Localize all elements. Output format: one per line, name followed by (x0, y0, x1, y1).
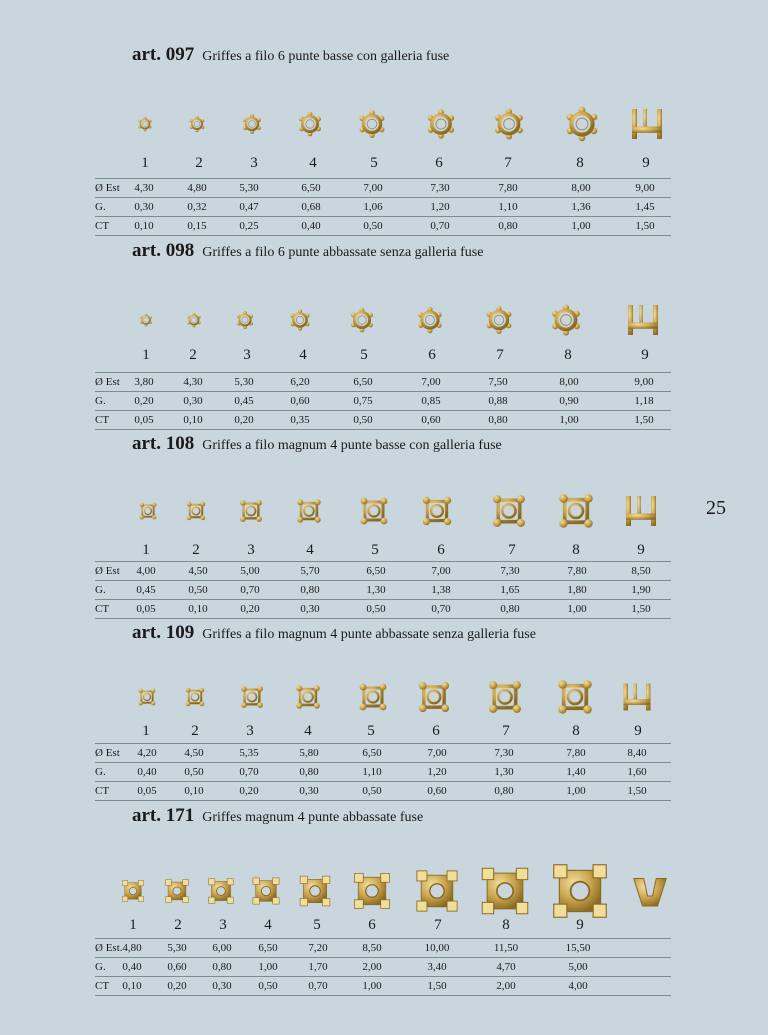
size-numbers (0, 347, 768, 363)
article-code: art. 109 (132, 622, 195, 643)
cell-value: 7,30 (494, 747, 514, 759)
size-number: 7 (496, 347, 504, 363)
cell-value: 0,05 (134, 414, 154, 426)
row-label: G. (95, 766, 106, 778)
size-number: 1 (142, 723, 150, 739)
cell-value: 7,00 (421, 376, 441, 388)
size-number: 1 (141, 155, 149, 171)
size-number: 9 (637, 542, 645, 558)
row-label: Ø Est (95, 565, 120, 577)
row-label: Ø Est (95, 747, 120, 759)
size-number: 3 (219, 917, 227, 933)
four-prong-setting-icon (239, 684, 265, 710)
cell-value: 0,47 (239, 201, 259, 213)
cell-value: 0,70 (431, 603, 451, 615)
cell-value: 1,50 (427, 980, 447, 992)
size-number: 9 (634, 723, 642, 739)
four-prong-setting-icon (486, 678, 524, 716)
cell-value: 4,00 (568, 980, 588, 992)
four-prong-setting-icon (238, 498, 264, 524)
four-prong-setting-icon (184, 686, 206, 708)
cell-value: 0,30 (212, 980, 232, 992)
size-number: 1 (142, 542, 150, 558)
section-title (132, 433, 502, 455)
cell-value: 0,32 (187, 201, 207, 213)
row-label: CT (95, 980, 110, 992)
spec-row (95, 561, 671, 581)
cell-value: 0,45 (234, 395, 254, 407)
six-prong-setting-icon (287, 307, 313, 333)
size-number: 4 (309, 155, 317, 171)
cell-value: 6,50 (366, 565, 386, 577)
cell-value: 5,30 (167, 942, 187, 954)
cell-value: 8,00 (559, 376, 579, 388)
size-numbers (0, 542, 768, 558)
cell-value: 1,00 (559, 414, 579, 426)
article-description: Griffes a filo magnum 4 punte abbassate senza galleria fuse (202, 627, 536, 642)
row-label: G. (95, 395, 106, 407)
size-number: 3 (243, 347, 251, 363)
four-prong-setting-icon (138, 501, 158, 521)
cell-value: 0,80 (494, 785, 514, 797)
square-magnum-setting-icon (550, 861, 610, 921)
cell-value: 6,50 (301, 182, 321, 194)
cell-value: 11,50 (493, 942, 519, 954)
square-magnum-setting-icon (352, 871, 392, 911)
size-number: 4 (299, 347, 307, 363)
size-number: 7 (434, 917, 442, 933)
cell-value: 4,80 (122, 942, 142, 954)
size-numbers (0, 723, 768, 739)
cell-value: 7,00 (427, 747, 447, 759)
cell-value: 0,30 (300, 603, 320, 615)
cell-value: 0,50 (188, 584, 208, 596)
cell-value: 0,60 (290, 395, 310, 407)
cell-value: 5,30 (239, 182, 259, 194)
cell-value: 0,40 (301, 220, 321, 232)
cell-value: 1,65 (500, 584, 520, 596)
square-magnum-setting-icon (164, 878, 190, 904)
cell-value: 4,50 (188, 565, 208, 577)
size-number: 4 (306, 542, 314, 558)
cell-value: 1,30 (366, 584, 386, 596)
square-magnum-setting-icon (298, 874, 332, 908)
cell-value: 0,80 (488, 414, 508, 426)
cell-value: 1,00 (567, 603, 587, 615)
cell-value: 0,70 (430, 220, 450, 232)
cell-value: 0,20 (167, 980, 187, 992)
cell-value: 0,50 (362, 785, 382, 797)
article-description: Griffes a filo 6 punte basse con galleria fuse (202, 49, 450, 64)
four-prong-setting-icon (294, 683, 322, 711)
six-prong-setting-icon (234, 309, 256, 331)
article-description: Griffes a filo 6 punte abbassate senza galleria fuse (202, 245, 484, 260)
size-number: 2 (192, 542, 200, 558)
cell-value: 5,00 (240, 565, 260, 577)
cell-value: 1,38 (431, 584, 451, 596)
cell-value: 0,25 (239, 220, 259, 232)
size-number: 3 (247, 542, 255, 558)
cell-value: 0,90 (559, 395, 579, 407)
size-numbers (0, 155, 768, 171)
cell-value: 0,70 (240, 584, 260, 596)
size-number: 8 (572, 723, 580, 739)
six-prong-setting-icon (240, 112, 264, 136)
cell-value: 8,50 (631, 565, 651, 577)
cell-value: 5,35 (239, 747, 259, 759)
cell-value: 0,05 (136, 603, 156, 615)
six-prong-setting-icon (295, 109, 325, 139)
row-label: CT (95, 603, 110, 615)
article-description: Griffes a filo magnum 4 punte basse con galleria fuse (202, 438, 502, 453)
cell-value: 0,15 (187, 220, 207, 232)
cell-value: 1,50 (631, 603, 651, 615)
size-number: 3 (246, 723, 254, 739)
spec-row (95, 763, 671, 782)
cell-value: 4,70 (496, 961, 516, 973)
size-number: 8 (576, 155, 584, 171)
spec-row (95, 217, 671, 236)
spec-row (95, 411, 671, 430)
six-prong-setting-icon (355, 107, 389, 141)
square-magnum-setting-icon (251, 876, 281, 906)
four-prong-setting-icon (295, 497, 323, 525)
cell-value: 0,50 (353, 414, 373, 426)
cell-value: 1,60 (627, 766, 647, 778)
square-magnum-setting-icon (207, 877, 235, 905)
cell-value: 0,68 (301, 201, 321, 213)
spec-row (95, 392, 671, 411)
size-number: 2 (189, 347, 197, 363)
section-title (132, 240, 483, 262)
size-number: 2 (195, 155, 203, 171)
size-numbers (0, 917, 768, 933)
spec-row (95, 958, 671, 977)
cell-value: 0,70 (239, 766, 259, 778)
cell-value: 3,40 (427, 961, 447, 973)
cell-value: 9,00 (635, 182, 655, 194)
article-code: art. 171 (132, 805, 195, 826)
cell-value: 6,00 (212, 942, 232, 954)
six-prong-setting-icon (423, 106, 459, 142)
size-number: 6 (428, 347, 436, 363)
size-number: 3 (250, 155, 258, 171)
six-prong-setting-icon (138, 312, 154, 328)
six-prong-setting-icon (136, 115, 154, 133)
cell-value: 0,20 (239, 785, 259, 797)
cell-value: 1,20 (430, 201, 450, 213)
cell-value: 1,10 (362, 766, 382, 778)
cell-value: 4,80 (187, 182, 207, 194)
cell-value: 0,60 (427, 785, 447, 797)
size-number: 6 (432, 723, 440, 739)
cell-value: 1,50 (627, 785, 647, 797)
size-number: 6 (437, 542, 445, 558)
cell-value: 1,40 (566, 766, 586, 778)
spec-row (95, 372, 671, 392)
size-number: 4 (304, 723, 312, 739)
cell-value: 8,50 (362, 942, 382, 954)
cell-value: 0,80 (500, 603, 520, 615)
cell-value: 1,30 (494, 766, 514, 778)
cell-value: 7,80 (567, 565, 587, 577)
four-prong-setting-icon (555, 677, 595, 717)
row-label: Ø Est. (95, 942, 123, 954)
setting-side-view-icon (619, 679, 655, 715)
cell-value: 0,45 (136, 584, 156, 596)
cell-value: 5,30 (234, 376, 254, 388)
cell-value: 1,10 (498, 201, 518, 213)
size-number: 8 (564, 347, 572, 363)
six-prong-setting-icon (414, 304, 446, 336)
six-prong-setting-icon (185, 311, 203, 329)
cell-value: 0,60 (167, 961, 187, 973)
cell-value: 0,30 (134, 201, 154, 213)
cell-value: 0,20 (240, 603, 260, 615)
cell-value: 0,10 (184, 785, 204, 797)
article-code: art. 108 (132, 433, 195, 454)
cell-value: 1,50 (635, 220, 655, 232)
size-number: 2 (191, 723, 199, 739)
cell-value: 0,30 (183, 395, 203, 407)
cell-value: 0,10 (122, 980, 142, 992)
setting-side-view-icon (621, 491, 661, 531)
cell-value: 8,00 (571, 182, 591, 194)
row-label: G. (95, 201, 106, 213)
square-magnum-setting-icon (479, 865, 531, 917)
cell-value: 7,00 (431, 565, 451, 577)
cell-value: 5,00 (568, 961, 588, 973)
cell-value: 7,50 (488, 376, 508, 388)
four-prong-setting-icon (185, 500, 207, 522)
size-number: 7 (508, 542, 516, 558)
page-number: 25 (706, 497, 726, 519)
cell-value: 4,50 (184, 747, 204, 759)
cell-value: 0,50 (184, 766, 204, 778)
cell-value: 0,80 (498, 220, 518, 232)
four-prong-setting-icon (137, 687, 157, 707)
four-prong-setting-icon (357, 681, 389, 713)
cell-value: 6,50 (353, 376, 373, 388)
size-number: 7 (504, 155, 512, 171)
spec-row (95, 178, 671, 198)
cell-value: 0,80 (212, 961, 232, 973)
four-prong-setting-icon (358, 495, 390, 527)
row-label: Ø Est (95, 182, 120, 194)
cell-value: 0,50 (363, 220, 383, 232)
cell-value: 1,00 (258, 961, 278, 973)
four-prong-setting-icon (556, 491, 596, 531)
spec-table (95, 561, 671, 619)
size-number: 1 (129, 917, 137, 933)
cell-value: 7,20 (308, 942, 328, 954)
four-prong-setting-icon (490, 492, 528, 530)
cell-value: 4,00 (136, 565, 156, 577)
cell-value: 3,80 (134, 376, 154, 388)
square-magnum-setting-icon (121, 879, 145, 903)
section-title (132, 805, 423, 827)
six-prong-setting-icon (547, 301, 585, 339)
cell-value: 2,00 (496, 980, 516, 992)
size-number: 5 (367, 723, 375, 739)
cell-value: 0,10 (183, 414, 203, 426)
cell-value: 1,80 (567, 584, 587, 596)
spec-row (95, 782, 671, 801)
article-code: art. 097 (132, 44, 195, 65)
spec-row (95, 198, 671, 217)
six-prong-setting-icon (347, 305, 377, 335)
row-label: Ø Est (95, 376, 120, 388)
cell-value: 2,00 (362, 961, 382, 973)
spec-table (95, 178, 671, 236)
cell-value: 0,50 (258, 980, 278, 992)
spec-row (95, 938, 671, 958)
cell-value: 15,50 (565, 942, 591, 954)
cell-value: 0,05 (137, 785, 157, 797)
cell-value: 1,00 (566, 785, 586, 797)
spec-table (95, 372, 671, 430)
cell-value: 0,70 (308, 980, 328, 992)
cell-value: 9,00 (634, 376, 654, 388)
cell-value: 0,85 (421, 395, 441, 407)
cell-value: 0,10 (188, 603, 208, 615)
cell-value: 1,70 (308, 961, 328, 973)
cell-value: 7,30 (430, 182, 450, 194)
setting-side-view-icon (623, 300, 663, 340)
six-prong-setting-icon (482, 303, 516, 337)
size-number: 8 (572, 542, 580, 558)
size-number: 7 (502, 723, 510, 739)
cell-value: 7,80 (566, 747, 586, 759)
size-number: 1 (142, 347, 150, 363)
cell-value: 5,80 (299, 747, 319, 759)
six-prong-setting-icon (187, 114, 207, 134)
cell-value: 5,70 (300, 565, 320, 577)
spec-table (95, 743, 671, 801)
size-number: 2 (174, 917, 182, 933)
cell-value: 4,30 (183, 376, 203, 388)
cell-value: 7,30 (500, 565, 520, 577)
section-title (132, 44, 449, 66)
setting-side-view-icon (630, 871, 670, 911)
size-number: 9 (641, 347, 649, 363)
size-number: 9 (576, 917, 584, 933)
article-description: Griffes magnum 4 punte abbassate fuse (202, 810, 424, 825)
size-number: 9 (642, 155, 650, 171)
cell-value: 6,50 (362, 747, 382, 759)
spec-row (95, 743, 671, 763)
spec-row (95, 977, 671, 996)
cell-value: 0,75 (353, 395, 373, 407)
cell-value: 0,30 (299, 785, 319, 797)
cell-value: 10,00 (424, 942, 450, 954)
section-title (132, 622, 536, 644)
cell-value: 0,80 (299, 766, 319, 778)
cell-value: 4,30 (134, 182, 154, 194)
square-magnum-setting-icon (414, 868, 460, 914)
spec-row (95, 581, 671, 600)
cell-value: 4,20 (137, 747, 157, 759)
four-prong-setting-icon (416, 679, 452, 715)
size-number: 4 (264, 917, 272, 933)
cell-value: 7,00 (363, 182, 383, 194)
cell-value: 0,50 (366, 603, 386, 615)
row-label: CT (95, 220, 110, 232)
size-number: 6 (368, 917, 376, 933)
cell-value: 0,40 (122, 961, 142, 973)
cell-value: 0,80 (300, 584, 320, 596)
cell-value: 7,80 (498, 182, 518, 194)
cell-value: 6,50 (258, 942, 278, 954)
cell-value: 1,00 (362, 980, 382, 992)
cell-value: 6,20 (290, 376, 310, 388)
four-prong-setting-icon (420, 494, 454, 528)
cell-value: 0,88 (488, 395, 508, 407)
spec-table (95, 938, 671, 996)
row-label: G. (95, 584, 106, 596)
size-number: 5 (370, 155, 378, 171)
article-code: art. 098 (132, 240, 195, 261)
cell-value: 1,45 (635, 201, 655, 213)
size-number: 5 (313, 917, 321, 933)
cell-value: 1,06 (363, 201, 383, 213)
size-number: 8 (502, 917, 510, 933)
cell-value: 0,35 (290, 414, 310, 426)
cell-value: 1,50 (634, 414, 654, 426)
six-prong-setting-icon (490, 105, 528, 143)
six-prong-setting-icon (561, 103, 603, 145)
size-number: 6 (435, 155, 443, 171)
cell-value: 8,40 (627, 747, 647, 759)
row-label: CT (95, 414, 110, 426)
cell-value: 1,18 (634, 395, 654, 407)
row-label: CT (95, 785, 110, 797)
spec-row (95, 600, 671, 619)
cell-value: 0,20 (234, 414, 254, 426)
size-number: 5 (371, 542, 379, 558)
cell-value: 0,60 (421, 414, 441, 426)
cell-value: 1,00 (571, 220, 591, 232)
cell-value: 1,36 (571, 201, 591, 213)
cell-value: 0,40 (137, 766, 157, 778)
cell-value: 1,20 (427, 766, 447, 778)
cell-value: 0,10 (134, 220, 154, 232)
setting-side-view-icon (627, 104, 667, 144)
cell-value: 1,90 (631, 584, 651, 596)
size-number: 5 (360, 347, 368, 363)
row-label: G. (95, 961, 106, 973)
cell-value: 0,20 (134, 395, 154, 407)
